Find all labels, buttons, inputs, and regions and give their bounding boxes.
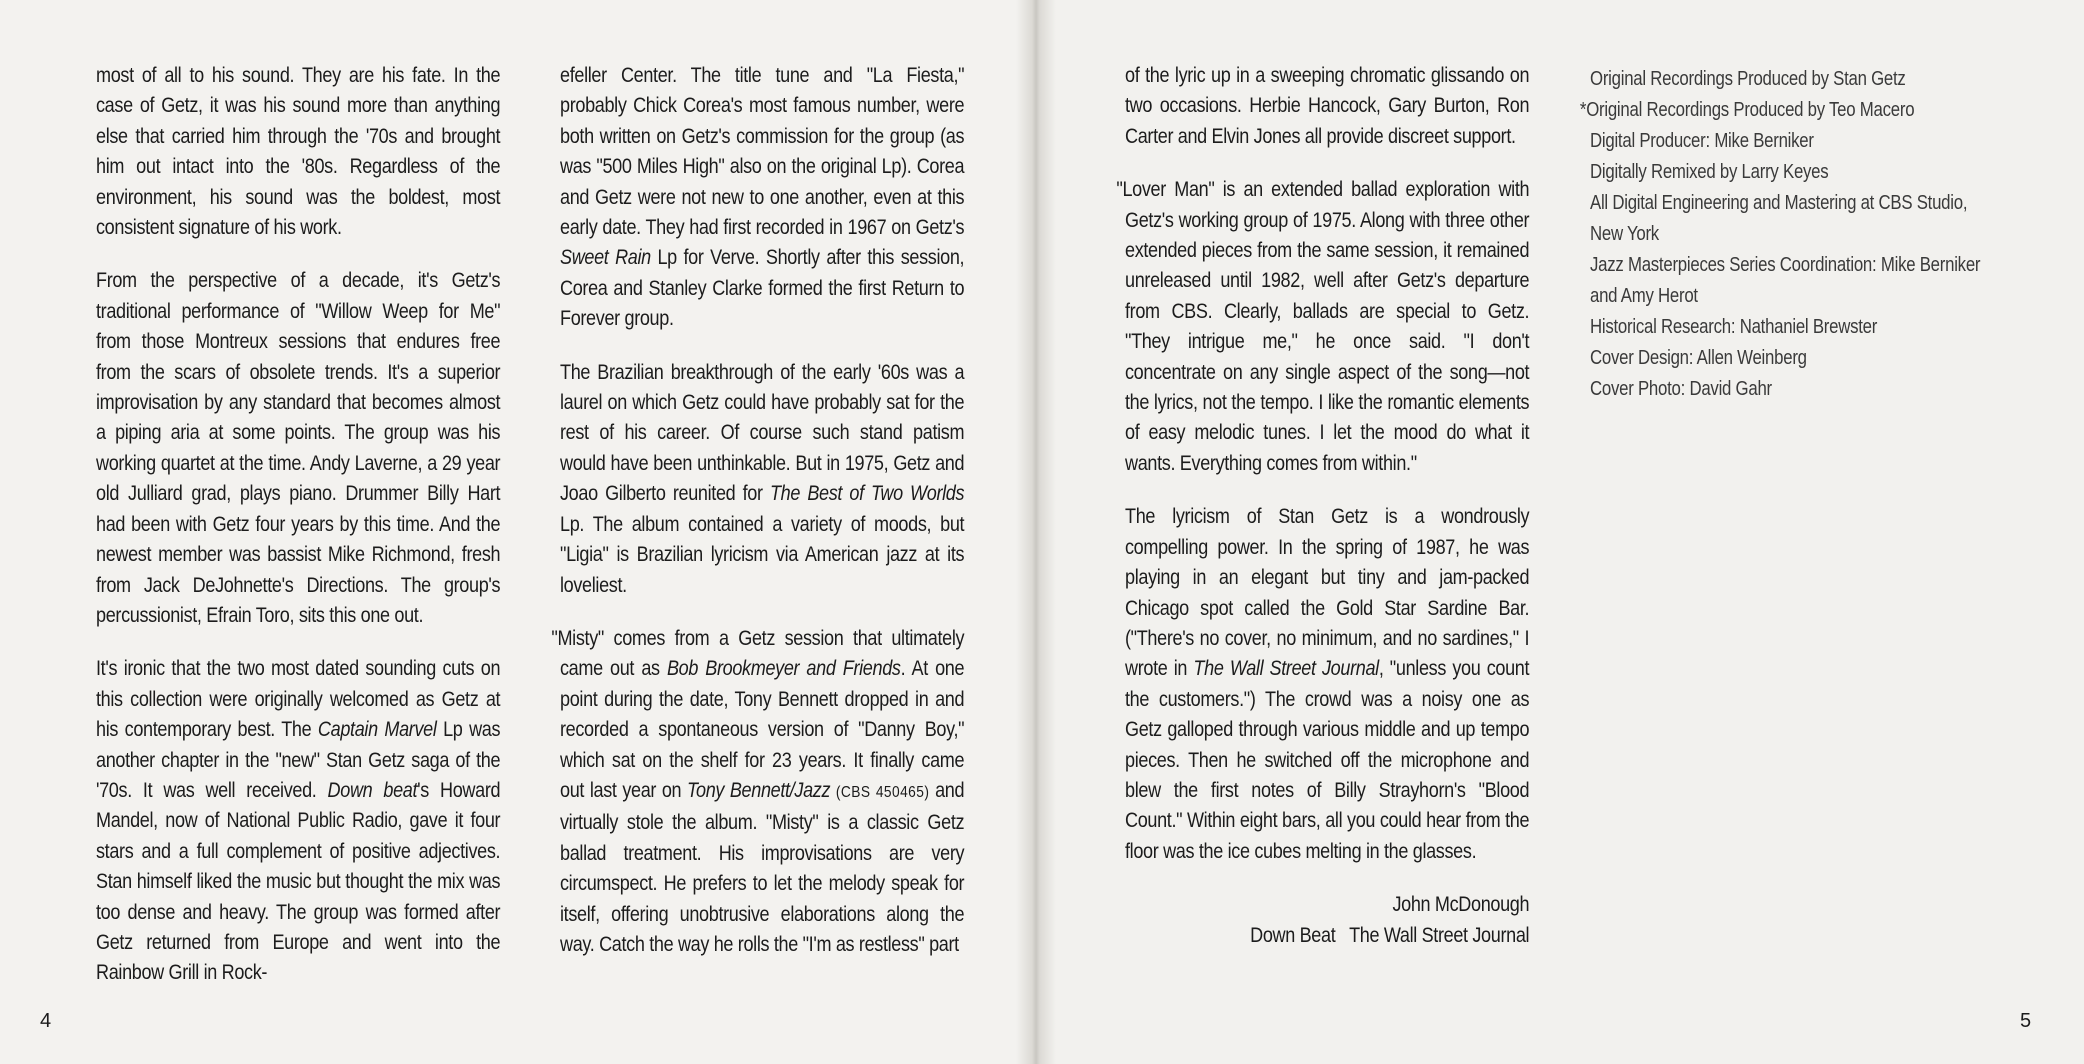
- credit-line: Cover Design: Allen Weinberg: [1590, 347, 1807, 369]
- album-title: Tony Bennett/Jazz: [686, 778, 831, 802]
- credit-line: and Amy Herot: [1590, 285, 1698, 307]
- page-number-right: 5: [2020, 1010, 2032, 1032]
- text-column-1: [96, 61, 500, 1012]
- paragraph: "Misty" comes from a Getz session that ultimately came out as Bob Brookmeyer and Friends. At one point during the date, Tony Bennett dropped in and recorded a spontaneous version of "Danny Boy," which sat on the shelf for 23 years. It finally came out last year on Tony Bennett/Jazz (CBS 450465) and virtually stole the album. "Misty" is a classic Getz ballad treatment. His improvisations are very circumspect. He prefers to let the melody speak for itself, offering unobtrusive elaborations along the way. Catch the way he rolls the "I'm as restless" part: [551, 626, 965, 956]
- page-gutter: [1016, 0, 1056, 1064]
- credit-line: New York: [1590, 223, 1659, 245]
- page-number-left: 4: [40, 1010, 52, 1032]
- credit-line: *Original Recordings Produced by Teo Macero: [1579, 99, 1915, 121]
- credit-line: Cover Photo: David Gahr: [1590, 378, 1772, 400]
- album-title: Captain Marvel: [317, 718, 437, 742]
- credit-line: Historical Research: Nathaniel Brewster: [1590, 316, 1878, 338]
- paragraph: "Lover Man" is an extended ballad exploration with Getz's working group of 1975. Along with three other extended pieces from the same session, it remained unreleased until 1982, well after Getz's departure from CBS. Clearly, ballads are special to Getz. "They intrigue me," he once said. "I don't concentrate on any single aspect of the song—not the lyrics, not the tempo. I like the romantic elements of easy melodic tunes. I let the mood do what it wants. Everything comes from within.": [1116, 178, 1530, 475]
- paragraph: efeller Center. The title tune and "La Fiesta," probably Chick Corea's most famous number, were both written on Getz's commission for the group (as was "500 Miles High" also on the original Lp). Corea and Getz were not new to one another, even at this early date. They had first recorded in 1967 on Getz's Sweet Rain Lp for Verve. Shortly after this session, Corea and Stanley Clarke formed the first Return to Forever group.: [560, 64, 965, 331]
- publication-title: The Wall Street Journal: [1193, 657, 1379, 681]
- album-title: Bob Brookmeyer and Friends: [666, 657, 901, 681]
- credit-line: Jazz Masterpieces Series Coordination: Mike Berniker: [1590, 254, 1981, 276]
- album-title: Sweet Rain: [560, 246, 651, 270]
- text-column-3: [1116, 61, 1530, 974]
- paragraph: From the perspective of a decade, it's Getz's traditional performance of "Willow Weep for Me" from those Montreux sessions that endures free from the scars of obsolete trends. It's a superior improvisation by any standard that becomes almost a piping aria at some points. The group was his working quartet at the time. Andy Laverne, a 29 year old Julliard grad, plays piano. Drummer Billy Hart had been with Getz four years by this time. And the newest member was bassist Mike Richmond, fresh from Jack DeJohnette's Directions. The group's percussionist, Efrain Toro, sits this one out.: [96, 269, 501, 627]
- credit-line: All Digital Engineering and Mastering at CBS Studio,: [1590, 192, 1968, 214]
- author-affiliation: Down Beat The Wall Street Journal: [1250, 923, 1530, 947]
- paragraph: The lyricism of Stan Getz is a wondrously compelling power. In the spring of 1987, he was playing in an elegant but tiny and jam-packed Chicago spot called the Gold Star Sardine Bar. ("There's no cover, no minimum, and no sardines," I wrote in The Wall Street Journal, "unless you count the customers.") The crowd was a noisy one as Getz galloped through various middle and up tempo pieces. Then he switched off the microphone and blew the first notes of Billy Strayhorn's "Blood Count." Within eight bars, all you could hear from the floor was the ice cubes melting in the glasses.: [1125, 505, 1530, 863]
- catalog-number: (CBS 450465): [835, 783, 930, 801]
- paragraph: The Brazilian breakthrough of the early '60s was a laurel on which Getz could have probably sat for the rest of his career. Of course such stand patism would have been unthinkable. But in 1975, Getz and Joao Gilberto reunited for The Best of Two Worlds Lp. The album contained a variety of moods, but "Ligia" is Brazilian lyricism via American jazz at its loveliest.: [560, 360, 965, 597]
- credit-line: Original Recordings Produced by Stan Getz: [1590, 68, 1906, 90]
- author-name: John McDonough: [1392, 893, 1530, 917]
- paragraph: It's ironic that the two most dated sounding cuts on this collection were originally welcomed as Getz at his contemporary best. The Captain Marvel Lp was another chapter in the "new" Stan Getz saga of the '70s. It was well received. Down beat's Howard Mandel, now of National Public Radio, gave it four stars and a full complement of positive adjectives. Stan himself liked the music but thought the mix was too dense and heavy. The group was formed after Getz returned from Europe and went into the Rainbow Grill in Rock-: [96, 657, 501, 985]
- text-column-2: [551, 61, 965, 983]
- album-title: The Best of Two Worlds: [769, 482, 965, 506]
- paragraph: most of all to his sound. They are his fate. In the case of Getz, it was his sound more than anything else that carried him through the '70s and brought him out intact into the '80s. Regardless of the environment, his sound was the boldest, most consistent signature of his work.: [96, 64, 501, 240]
- credit-line: Digital Producer: Mike Berniker: [1590, 130, 1814, 152]
- paragraph: of the lyric up in a sweeping chromatic glissando on two occasions. Herbie Hancock, Gary Burton, Ron Carter and Elvin Jones all provide discreet support.: [1125, 64, 1530, 148]
- publication-title: Down beat: [327, 778, 418, 802]
- credit-line: Digitally Remixed by Larry Keyes: [1590, 161, 1829, 183]
- credits-list: [1579, 64, 1981, 405]
